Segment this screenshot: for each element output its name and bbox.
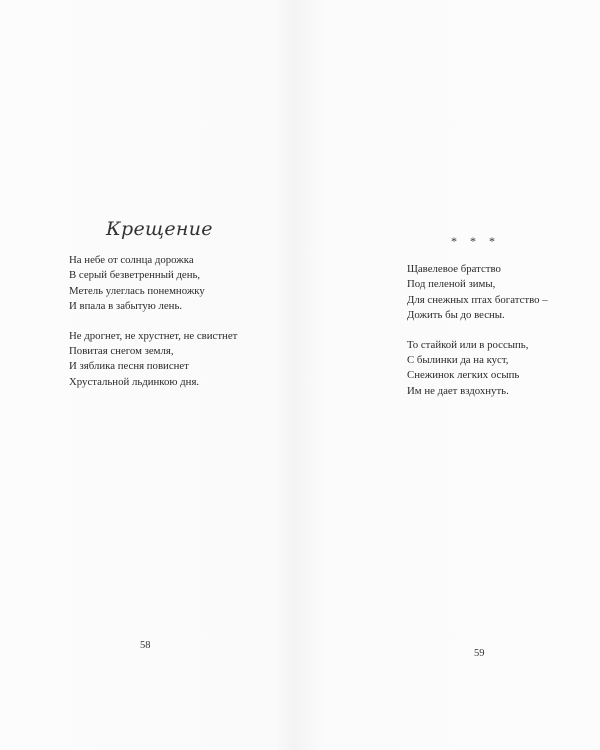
stanza [407,338,548,400]
poem-body-right [407,262,548,413]
poem-line: В серый безветренный день, [69,269,201,282]
stanza [407,262,548,324]
poem-line: Снежинок легких осыпь [407,369,520,382]
page-number: 58 [140,640,151,651]
poem-line: И зяблика песня повиснет [69,360,189,373]
stanza [69,253,237,315]
poem-line: То стайкой или в россыпь, [407,338,529,351]
section-separator: * * * [451,234,500,248]
poem-line: Дожить бы до весны. [407,309,505,322]
stanza [69,329,237,391]
poem-line: И впала в забытую лень. [69,300,183,313]
right-page [300,0,600,750]
poem-line: Не дрогнет, не хрустнет, не свистнет [69,329,238,342]
left-page [0,0,290,750]
poem-line: Метель улеглась понемножку [69,284,205,297]
poem-line: Щавелевое братство [407,263,501,275]
poem-line: На небе от солнца дорожка [69,254,194,266]
poem-line: Под пеленой зимы, [407,278,496,291]
poem-body-left [69,253,237,404]
poem-line: Для снежных птах богатство – [407,293,548,306]
poem-line: Повитая снегом земля, [69,345,174,358]
poem-line: С былинки да на куст, [407,354,509,367]
poem-line: Им не дает вздохнуть. [407,384,509,397]
page-number: 59 [474,648,485,659]
poem-line: Хрустальной льдинкою дня. [69,375,200,388]
poem-title: Крещение [106,218,213,240]
